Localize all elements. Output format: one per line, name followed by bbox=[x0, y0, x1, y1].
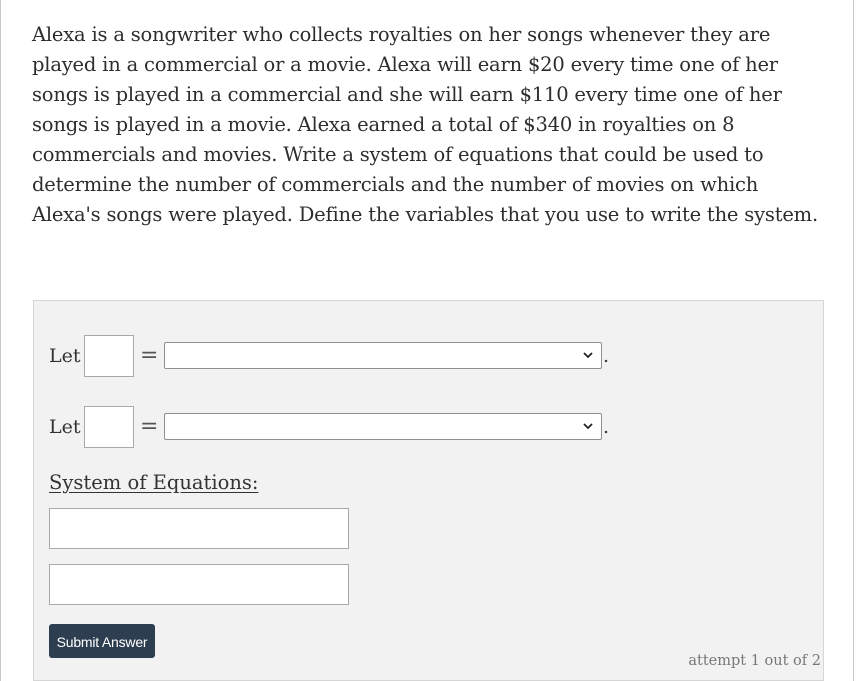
chevron-down-icon bbox=[581, 418, 595, 434]
variable-input-2[interactable] bbox=[84, 406, 134, 448]
question-text: Alexa is a songwriter who collects royalties on her songs whenever they are played in a commercial or a movie. Alexa will earn $20 every time one of her songs is played in a commercial and she will earn $110 every time one of her songs is played in a movie. Alexa earned a total of $340 in royalties on 8 commercials and movies. Write a system of equations that could be used to determine the number of commercials and the number of movies on which Alexa's songs were played. Define the variables that you use to write the system. bbox=[32, 23, 818, 226]
submit-answer-button[interactable]: Submit Answer bbox=[49, 624, 155, 658]
chevron-down-icon bbox=[581, 347, 595, 363]
equation-input-1[interactable] bbox=[49, 508, 349, 549]
system-of-equations-label: System of Equations: bbox=[49, 471, 259, 494]
period: . bbox=[603, 345, 610, 367]
variable-meaning-select-1[interactable] bbox=[164, 342, 602, 369]
let-label: Let bbox=[49, 345, 81, 367]
variable-input-1[interactable] bbox=[84, 335, 134, 377]
variable-meaning-select-2[interactable] bbox=[164, 413, 602, 440]
equation-input-2[interactable] bbox=[49, 564, 349, 605]
period: . bbox=[603, 416, 610, 438]
answer-panel bbox=[33, 300, 824, 681]
equals-sign: = bbox=[140, 414, 159, 439]
equals-sign: = bbox=[140, 343, 159, 368]
attempt-counter: attempt 1 out of 2 bbox=[688, 653, 821, 669]
let-label: Let bbox=[49, 416, 81, 438]
variable-definition-row-2 bbox=[49, 406, 629, 448]
variable-definition-row-1 bbox=[49, 335, 629, 377]
